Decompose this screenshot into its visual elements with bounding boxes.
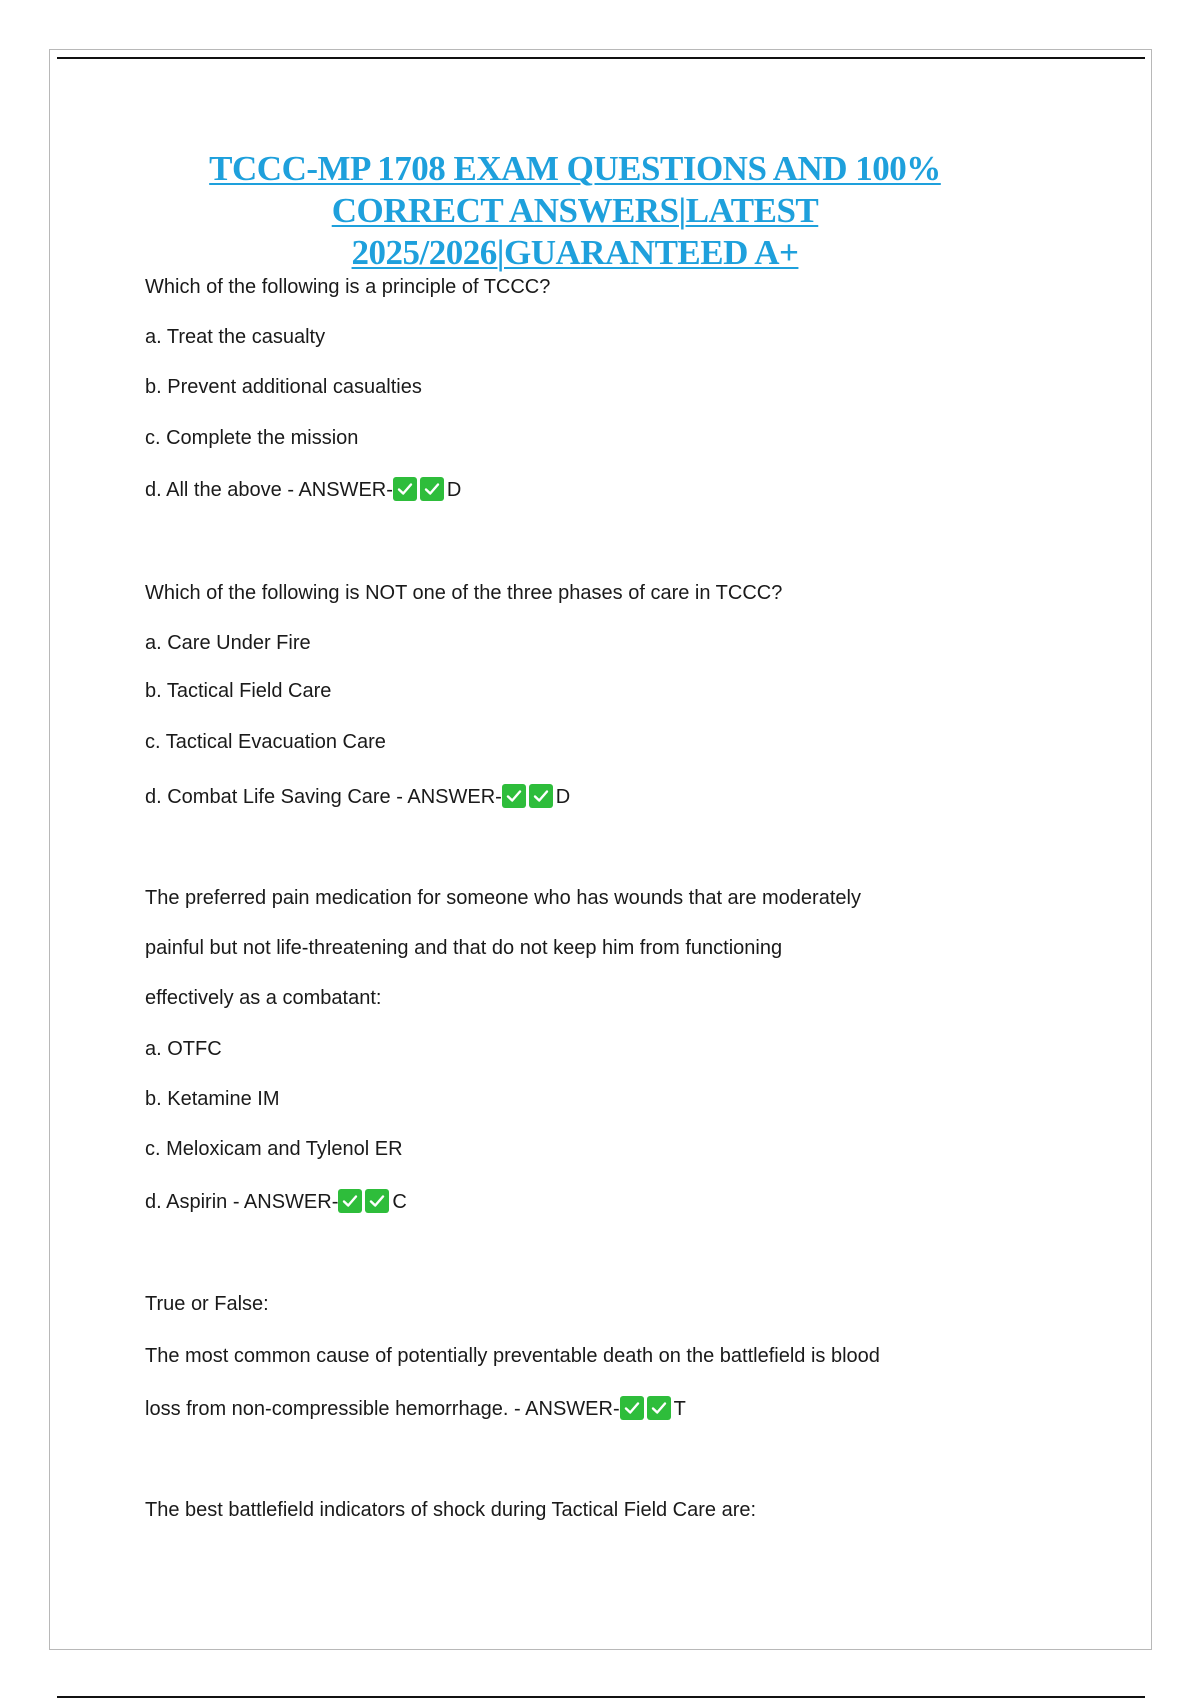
question-2-option-d — [145, 784, 570, 809]
title-line: 2025/2026|GUARANTEED A+ — [351, 233, 799, 272]
checkmark-icon — [393, 477, 417, 501]
answer-value: D — [555, 786, 571, 808]
option-label: d. All the above - ANSWER- — [145, 479, 393, 501]
question-2-option-b: b. Tactical Field Care — [145, 680, 332, 702]
option-label: d. Combat Life Saving Care - ANSWER- — [145, 786, 502, 808]
checkmark-icon — [620, 1396, 644, 1420]
question-4-text-line-1: True or False: — [145, 1293, 269, 1315]
question-3-option-d — [145, 1189, 407, 1214]
checkmark-icon — [338, 1189, 362, 1213]
question-1-option-b: b. Prevent additional casualties — [145, 376, 422, 398]
question-1-text: Which of the following is a principle of TCCC? — [145, 276, 551, 298]
question-3-option-c: c. Meloxicam and Tylenol ER — [145, 1138, 403, 1160]
question-3-option-a: a. OTFC — [145, 1038, 222, 1060]
question-3-text-line-1: The preferred pain medication for someone who has wounds that are moderately — [145, 887, 861, 909]
checkmark-icon — [420, 477, 444, 501]
checkmark-icon — [529, 784, 553, 808]
answer-value: C — [392, 1191, 407, 1213]
question-1-option-a: a. Treat the casualty — [145, 326, 326, 348]
document-title — [145, 148, 1005, 274]
question-3-text-line-2: painful but not life-threatening and that do not keep him from functioning — [145, 937, 783, 959]
question-3-option-b: b. Ketamine IM — [145, 1088, 280, 1110]
question-3-text-line-3: effectively as a combatant: — [145, 987, 382, 1009]
answer-value: D — [446, 479, 462, 501]
option-label: d. Aspirin - ANSWER- — [145, 1191, 339, 1213]
question-4-text-line-2: The most common cause of potentially preventable death on the battlefield is blood — [145, 1345, 880, 1367]
checkmark-icon — [502, 784, 526, 808]
title-line: CORRECT ANSWERS|LATEST — [331, 191, 819, 230]
question-2-option-a: a. Care Under Fire — [145, 632, 311, 654]
question-5-text: The best battlefield indicators of shock during Tactical Field Care are: — [145, 1499, 757, 1521]
question-text: loss from non-compressible hemorrhage. - ANSWER- — [145, 1398, 620, 1420]
question-1-option-d — [145, 477, 461, 502]
header-rule — [57, 57, 1145, 59]
question-2-text: Which of the following is NOT one of the three phases of care in TCCC? — [145, 582, 783, 604]
checkmark-icon — [647, 1396, 671, 1420]
title-line: TCCC-MP 1708 EXAM QUESTIONS AND 100% — [209, 149, 941, 188]
question-1-option-c: c. Complete the mission — [145, 427, 359, 449]
footer-rule — [57, 1696, 1145, 1698]
question-4-text-line-3 — [145, 1396, 686, 1421]
answer-value: T — [673, 1398, 686, 1420]
checkmark-icon — [365, 1189, 389, 1213]
question-2-option-c: c. Tactical Evacuation Care — [145, 731, 386, 753]
